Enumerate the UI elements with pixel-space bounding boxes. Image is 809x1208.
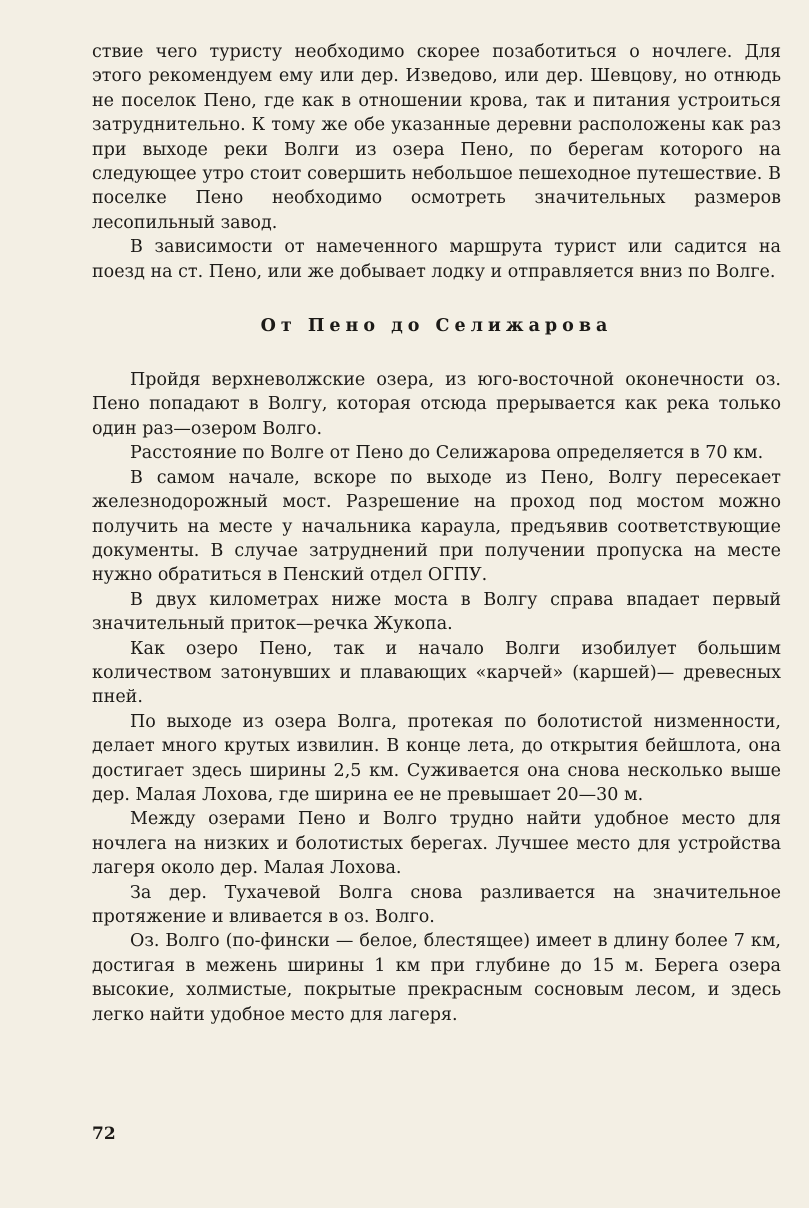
intro-paragraph-1: ствие чего туристу необходимо скорее позаботиться о ночлеге. Для этого рекомендуем ему или дер. Изведово, или дер. Шевцову, но отнюдь не поселок Пено, где как в отношении крова, так и питания устроиться затруднительно. К тому же обе указанные деревни расположены как раз при выходе реки Волги из озера Пено, по берегам которого на следующее утро стоит совершить небольшое пешеходное путешествие. В поселке Пено необходимо осмотреть значительных размеров лесопильный завод. [92, 42, 781, 233]
section-paragraph-9: Оз. Волго (по-фински — белое, блестящее) имеет в длину более 7 км, достигая в межень ширины 1 км при глубине до 15 м. Берега озера высокие, холмистые, покрытые прекрасным сосновым лесом, и здесь легко найти удобное место для лагеря. [92, 931, 781, 1025]
section-paragraph-8: За дер. Тухачевой Волга снова разливается на значительное протяжение и вливается в оз. Волго. [92, 882, 781, 927]
section-paragraph-4: В двух километрах ниже моста в Волгу справа впадает первый значительный приток—речка Жукопа. [92, 589, 781, 635]
section-paragraph-2: Расстояние по Волге от Пено до Селижарова определяется в 70 км. [130, 443, 764, 464]
section-paragraph-7: Между озерами Пено и Волго трудно найти удобное место для ночлега на низких и болотистых берегах. Лучшее место для устройства лагеря около дер. Малая Лохова. [92, 809, 781, 879]
section-paragraph-5: Как озеро Пено, так и начало Волги изобилует большим количеством затонувших и плавающих «карчей» (каршей)— древесных пней. [92, 638, 781, 708]
section-paragraph-1: Пройдя верхневолжские озера, из юго-восточной оконечности оз. Пено попадают в Волгу, которая отсюда прерывается как река только один раз—озером Волго. [92, 370, 781, 439]
page-number: 72 [92, 1124, 116, 1144]
section-paragraph-3: В самом начале, вскоре по выходе из Пено, Волгу пересекает железнодорожный мост. Разрешение на проход под мостом можно получить на месте у начальника караула, предъявив соответствующие документы. В случае затруднений при получении пропуска на месте нужно обратиться в Пенский отдел ОГПУ. [92, 467, 781, 586]
intro-paragraph-2: В зависимости от намеченного маршрута турист или садится на поезд на ст. Пено, или же добывает лодку и отправляется вниз по Волге. [92, 237, 781, 282]
section-heading: От Пено до Селижарова [260, 316, 613, 337]
section-paragraph-6: По выходе из озера Волга, протекая по болотистой низменности, делает много крутых извилин. В конце лета, до открытия бейшлота, она достигает здесь ширины 2,5 км. Суживается она снова несколько выше дер. Малая Лохова, где ширина ее не превышает 20—30 м. [92, 711, 781, 805]
